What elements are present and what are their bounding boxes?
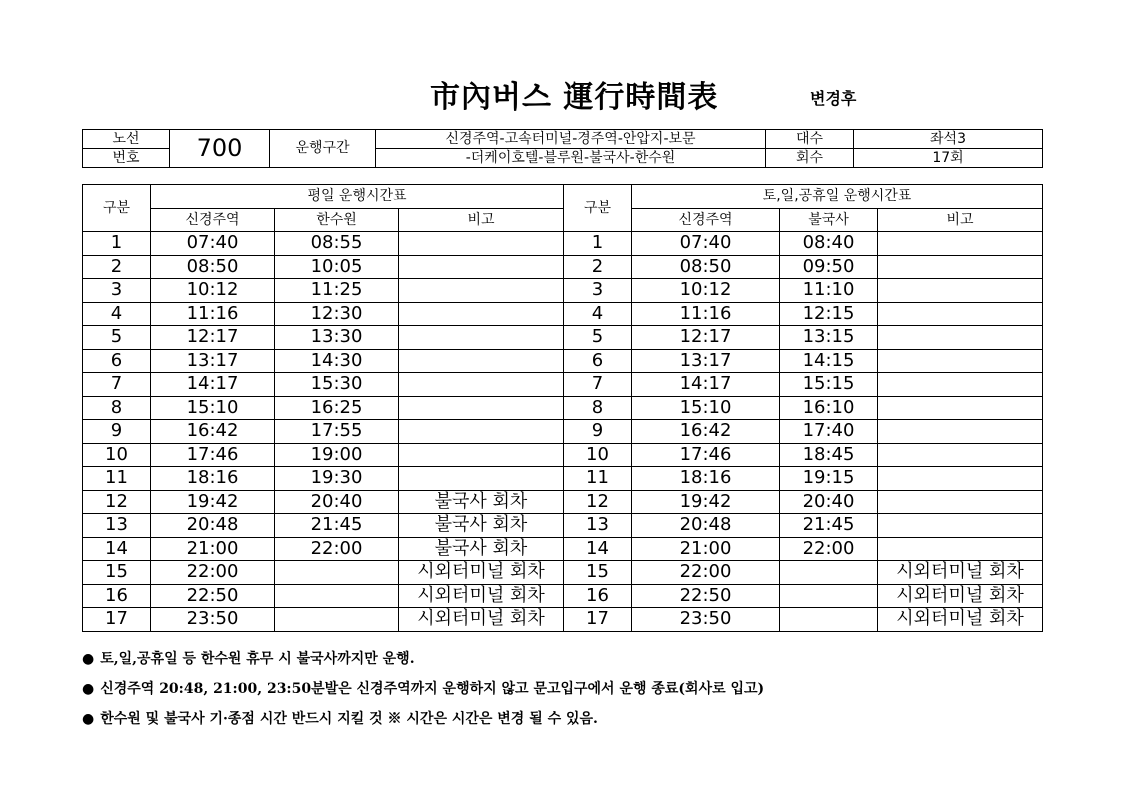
holiday-trip-no: 5	[564, 326, 632, 350]
holiday-remark	[878, 396, 1043, 420]
weekday-origin-time: 15:10	[151, 396, 275, 420]
holiday-destination-time: 18:45	[780, 443, 878, 467]
weekday-destination-time: 22:00	[275, 537, 399, 561]
weekday-remark	[399, 326, 564, 350]
holiday-col-note: 비고	[878, 208, 1043, 232]
weekday-destination-time: 14:30	[275, 349, 399, 373]
weekday-origin-time: 12:17	[151, 326, 275, 350]
table-row	[83, 232, 1043, 256]
bus-count-label: 대수	[766, 130, 854, 149]
weekday-remark	[399, 373, 564, 397]
holiday-destination-time: 13:15	[780, 326, 878, 350]
route-label: 노선	[83, 130, 170, 149]
table-row	[83, 608, 1043, 632]
holiday-no-header: 구분	[564, 185, 632, 232]
holiday-remark	[878, 537, 1043, 561]
weekday-col-origin: 신경주역	[151, 208, 275, 232]
weekday-origin-time: 23:50	[151, 608, 275, 632]
weekday-origin-time: 16:42	[151, 420, 275, 444]
holiday-remark: 시외터미널 회차	[878, 561, 1043, 585]
weekday-destination-time: 17:55	[275, 420, 399, 444]
weekday-remark: 불국사 회차	[399, 514, 564, 538]
table-row	[83, 255, 1043, 279]
weekday-destination-time: 20:40	[275, 490, 399, 514]
route-path-line-2: -더케이호텔-블루원-불국사-한수원	[376, 149, 766, 168]
holiday-origin-time: 19:42	[632, 490, 780, 514]
weekday-trip-no: 15	[83, 561, 151, 585]
holiday-origin-time: 07:40	[632, 232, 780, 256]
weekday-destination-time: 15:30	[275, 373, 399, 397]
holiday-destination-time	[780, 561, 878, 585]
holiday-trip-no: 16	[564, 584, 632, 608]
weekday-remark	[399, 443, 564, 467]
table-row	[83, 443, 1043, 467]
table-row	[83, 537, 1043, 561]
weekday-destination-time: 10:05	[275, 255, 399, 279]
holiday-destination-time: 14:15	[780, 349, 878, 373]
weekday-origin-time: 20:48	[151, 514, 275, 538]
trip-count-label: 회수	[766, 149, 854, 168]
table-row	[83, 561, 1043, 585]
table-row	[83, 279, 1043, 303]
holiday-remark	[878, 443, 1043, 467]
table-row	[83, 467, 1043, 491]
holiday-trip-no: 4	[564, 302, 632, 326]
holiday-remark	[878, 279, 1043, 303]
table-row	[83, 490, 1043, 514]
holiday-col-origin: 신경주역	[632, 208, 780, 232]
weekday-origin-time: 14:17	[151, 373, 275, 397]
table-row	[83, 326, 1043, 350]
trip-count-value: 17회	[854, 149, 1043, 168]
holiday-trip-no: 7	[564, 373, 632, 397]
holiday-origin-time: 20:48	[632, 514, 780, 538]
route-info-table	[82, 129, 1043, 168]
weekday-trip-no: 1	[83, 232, 151, 256]
weekday-origin-time: 10:12	[151, 279, 275, 303]
weekday-origin-time: 07:40	[151, 232, 275, 256]
holiday-trip-no: 14	[564, 537, 632, 561]
weekday-origin-time: 19:42	[151, 490, 275, 514]
weekday-no-header: 구분	[83, 185, 151, 232]
note-item: ● 신경주역 20:48, 21:00, 23:50분발은 신경주역까지 운행하지 않고 문고입구에서 운행 종료(회사로 입고)	[82, 681, 765, 697]
schedule-table	[82, 184, 1043, 632]
holiday-remark	[878, 514, 1043, 538]
holiday-origin-time: 23:50	[632, 608, 780, 632]
holiday-destination-time	[780, 608, 878, 632]
weekday-trip-no: 9	[83, 420, 151, 444]
weekday-destination-time	[275, 584, 399, 608]
holiday-remark	[878, 420, 1043, 444]
holiday-destination-time: 11:10	[780, 279, 878, 303]
holiday-trip-no: 3	[564, 279, 632, 303]
section-label: 운행구간	[270, 130, 376, 168]
weekday-trip-no: 10	[83, 443, 151, 467]
holiday-origin-time: 13:17	[632, 349, 780, 373]
holiday-destination-time: 20:40	[780, 490, 878, 514]
holiday-trip-no: 13	[564, 514, 632, 538]
weekday-origin-time: 22:00	[151, 561, 275, 585]
weekday-trip-no: 7	[83, 373, 151, 397]
table-row	[83, 302, 1043, 326]
holiday-remark	[878, 302, 1043, 326]
page-title: 市內버스 運行時間表	[430, 80, 719, 115]
table-row	[83, 349, 1043, 373]
holiday-trip-no: 9	[564, 420, 632, 444]
weekday-trip-no: 6	[83, 349, 151, 373]
holiday-remark	[878, 326, 1043, 350]
holiday-origin-time: 08:50	[632, 255, 780, 279]
holiday-origin-time: 22:00	[632, 561, 780, 585]
weekday-remark: 불국사 회차	[399, 537, 564, 561]
weekday-col-note: 비고	[399, 208, 564, 232]
weekday-origin-time: 11:16	[151, 302, 275, 326]
route-number: 700	[170, 130, 270, 168]
holiday-trip-no: 2	[564, 255, 632, 279]
holiday-trip-no: 6	[564, 349, 632, 373]
weekday-destination-time	[275, 608, 399, 632]
weekday-remark	[399, 302, 564, 326]
weekday-trip-no: 12	[83, 490, 151, 514]
holiday-origin-time: 16:42	[632, 420, 780, 444]
weekday-trip-no: 4	[83, 302, 151, 326]
note-item: ● 한수원 및 불국사 기·종점 시간 반드시 지킬 것 ※ 시간은 시간은 변경 될 수 있음.	[82, 711, 598, 727]
holiday-destination-time: 19:15	[780, 467, 878, 491]
weekday-origin-time: 21:00	[151, 537, 275, 561]
weekday-destination-time: 08:55	[275, 232, 399, 256]
weekday-destination-time: 19:00	[275, 443, 399, 467]
table-row	[83, 584, 1043, 608]
weekday-destination-time	[275, 561, 399, 585]
holiday-remark	[878, 467, 1043, 491]
weekday-remark	[399, 255, 564, 279]
table-row	[83, 514, 1043, 538]
weekday-destination-time: 12:30	[275, 302, 399, 326]
holiday-trip-no: 1	[564, 232, 632, 256]
holiday-trip-no: 17	[564, 608, 632, 632]
weekday-origin-time: 08:50	[151, 255, 275, 279]
holiday-destination-time: 22:00	[780, 537, 878, 561]
weekday-trip-no: 3	[83, 279, 151, 303]
weekday-destination-time: 16:25	[275, 396, 399, 420]
weekday-destination-time: 21:45	[275, 514, 399, 538]
weekday-remark	[399, 349, 564, 373]
holiday-trip-no: 10	[564, 443, 632, 467]
bus-count-value: 좌석3	[854, 130, 1043, 149]
holiday-trip-no: 15	[564, 561, 632, 585]
holiday-trip-no: 8	[564, 396, 632, 420]
holiday-remark	[878, 490, 1043, 514]
weekday-trip-no: 17	[83, 608, 151, 632]
weekday-trip-no: 8	[83, 396, 151, 420]
weekday-destination-time: 11:25	[275, 279, 399, 303]
holiday-remark	[878, 232, 1043, 256]
holiday-remark: 시외터미널 회차	[878, 584, 1043, 608]
route-label-2: 번호	[83, 149, 170, 168]
weekday-origin-time: 17:46	[151, 443, 275, 467]
weekday-remark	[399, 232, 564, 256]
holiday-origin-time: 15:10	[632, 396, 780, 420]
route-path-line-1: 신경주역-고속터미널-경주역-안압지-보문	[376, 130, 766, 149]
weekday-origin-time: 13:17	[151, 349, 275, 373]
holiday-destination-time: 15:15	[780, 373, 878, 397]
holiday-destination-time: 21:45	[780, 514, 878, 538]
holiday-header: 토,일,공휴일 운행시간표	[632, 185, 1043, 209]
weekday-trip-no: 5	[83, 326, 151, 350]
table-row	[83, 373, 1043, 397]
weekday-remark	[399, 420, 564, 444]
bullet-icon: ●	[82, 681, 95, 697]
weekday-destination-time: 13:30	[275, 326, 399, 350]
holiday-origin-time: 17:46	[632, 443, 780, 467]
weekday-col-destination: 한수원	[275, 208, 399, 232]
holiday-remark	[878, 349, 1043, 373]
holiday-remark: 시외터미널 회차	[878, 608, 1043, 632]
weekday-origin-time: 22:50	[151, 584, 275, 608]
holiday-origin-time: 10:12	[632, 279, 780, 303]
bullet-icon: ●	[82, 651, 95, 667]
weekday-destination-time: 19:30	[275, 467, 399, 491]
holiday-destination-time: 08:40	[780, 232, 878, 256]
weekday-header: 평일 운행시간표	[151, 185, 564, 209]
table-row	[83, 420, 1043, 444]
holiday-origin-time: 11:16	[632, 302, 780, 326]
notes	[82, 649, 764, 739]
holiday-remark	[878, 373, 1043, 397]
holiday-origin-time: 18:16	[632, 467, 780, 491]
weekday-origin-time: 18:16	[151, 467, 275, 491]
holiday-destination-time: 09:50	[780, 255, 878, 279]
revision-label: 변경후	[810, 89, 857, 108]
holiday-remark	[878, 255, 1043, 279]
weekday-remark: 시외터미널 회차	[399, 608, 564, 632]
holiday-destination-time: 12:15	[780, 302, 878, 326]
holiday-destination-time: 17:40	[780, 420, 878, 444]
weekday-remark	[399, 279, 564, 303]
holiday-destination-time: 16:10	[780, 396, 878, 420]
holiday-trip-no: 12	[564, 490, 632, 514]
weekday-remark: 시외터미널 회차	[399, 561, 564, 585]
note-item: ● 토,일,공휴일 등 한수원 휴무 시 불국사까지만 운행.	[82, 651, 415, 667]
holiday-origin-time: 22:50	[632, 584, 780, 608]
weekday-remark: 불국사 회차	[399, 490, 564, 514]
table-row	[83, 396, 1043, 420]
weekday-trip-no: 14	[83, 537, 151, 561]
weekday-trip-no: 11	[83, 467, 151, 491]
holiday-origin-time: 21:00	[632, 537, 780, 561]
weekday-remark	[399, 467, 564, 491]
holiday-trip-no: 11	[564, 467, 632, 491]
holiday-destination-time	[780, 584, 878, 608]
weekday-trip-no: 16	[83, 584, 151, 608]
bullet-icon: ●	[82, 711, 95, 727]
holiday-col-destination: 불국사	[780, 208, 878, 232]
holiday-origin-time: 12:17	[632, 326, 780, 350]
weekday-trip-no: 2	[83, 255, 151, 279]
holiday-origin-time: 14:17	[632, 373, 780, 397]
weekday-trip-no: 13	[83, 514, 151, 538]
weekday-remark: 시외터미널 회차	[399, 584, 564, 608]
weekday-remark	[399, 396, 564, 420]
